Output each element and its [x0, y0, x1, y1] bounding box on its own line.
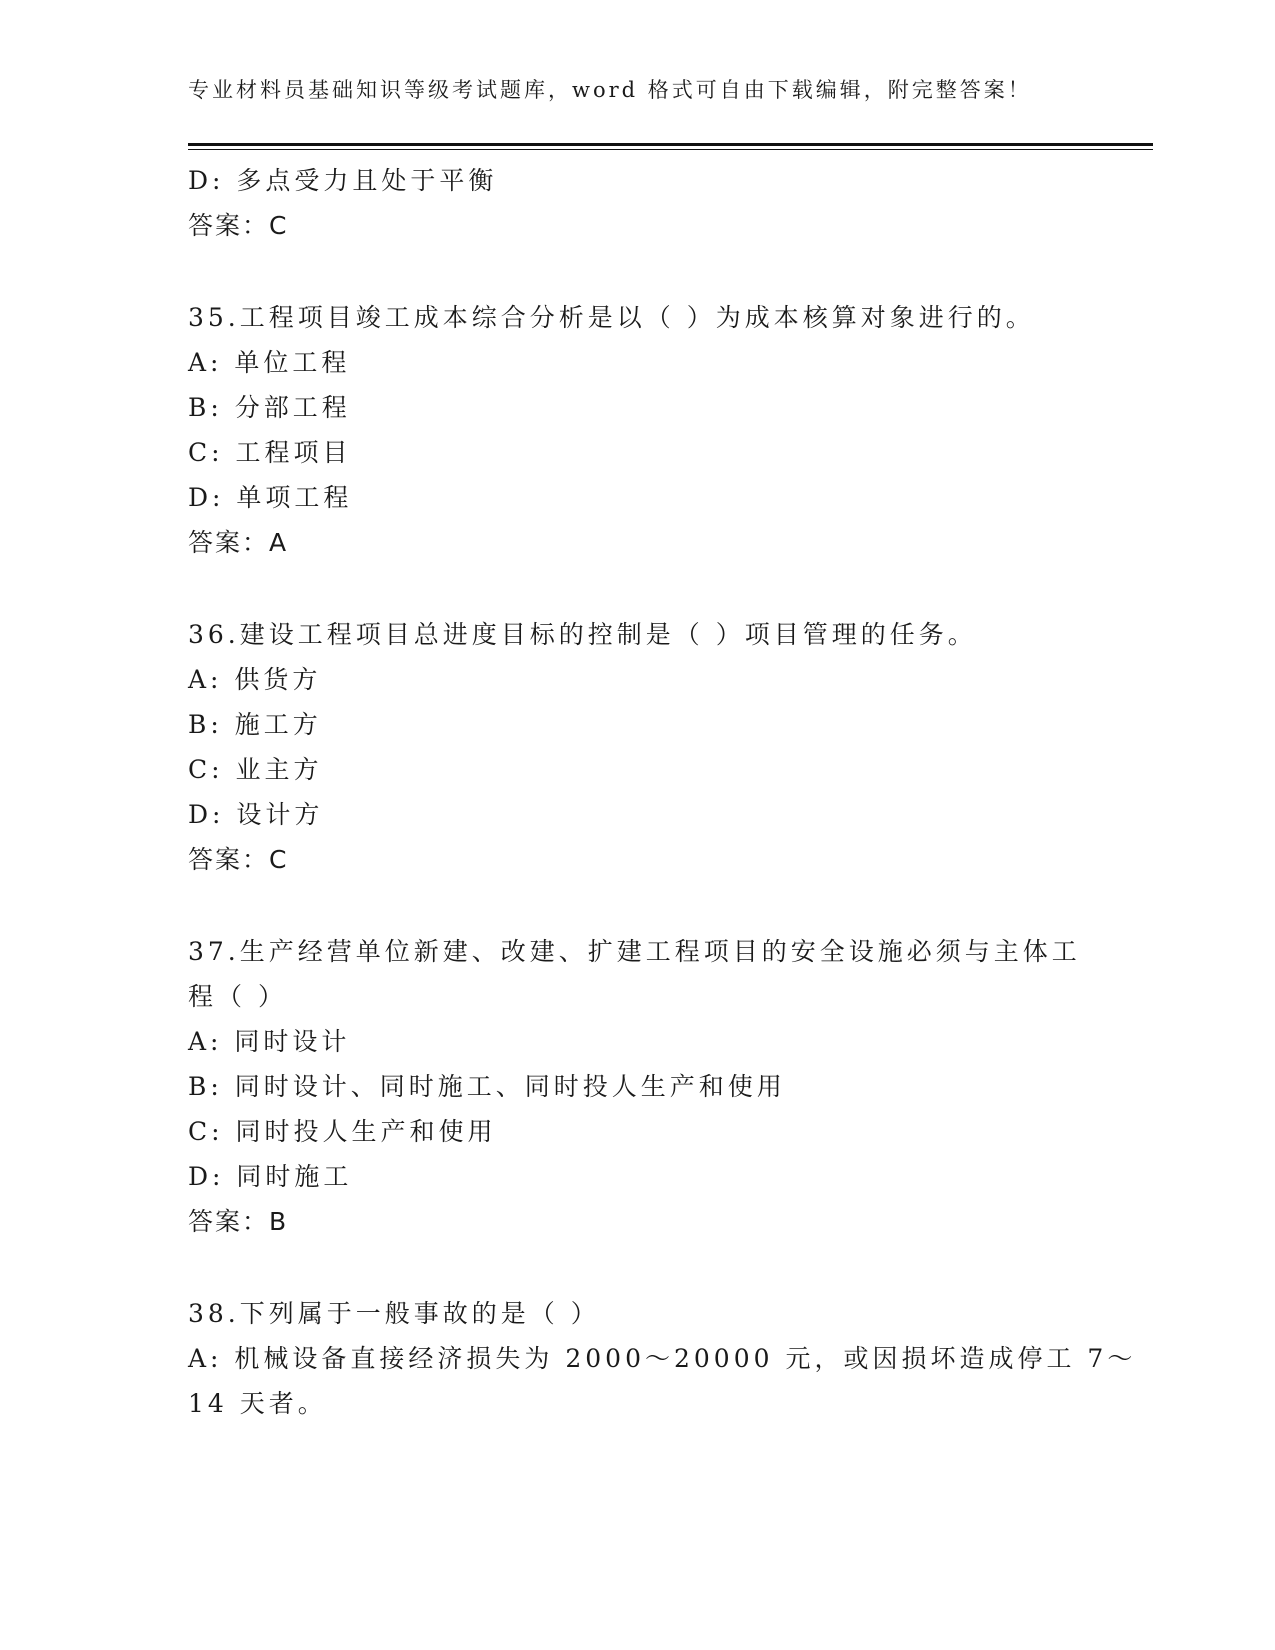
question-stem: 36.建设工程项目总进度目标的控制是（ ）项目管理的任务。 — [188, 620, 977, 649]
option-a: A: 供货方 — [188, 665, 322, 694]
spacer — [188, 1244, 1088, 1291]
option-a: A: 机械设备直接经济损失为 2000～20000 元，或因损坏造成停工 7～ — [188, 1344, 1137, 1373]
question-block-37 — [188, 929, 1088, 1244]
option-line: D: 多点受力且处于平衡 — [188, 166, 498, 195]
option-d: D: 设计方 — [188, 800, 324, 829]
option-c: C: 同时投人生产和使用 — [188, 1117, 497, 1146]
option-a-continued: 14 天者。 — [188, 1389, 327, 1418]
question-block-36 — [188, 612, 1088, 882]
question-stem: 35.工程项目竣工成本综合分析是以（ ）为成本核算对象进行的。 — [188, 303, 1035, 332]
option-a: A: 单位工程 — [188, 348, 351, 377]
answer-line: 答案：A — [188, 528, 289, 557]
option-b: B: 施工方 — [188, 710, 322, 739]
answer-line: 答案：B — [188, 1207, 289, 1236]
option-c: C: 工程项目 — [188, 438, 352, 467]
question-block-34 — [188, 158, 1088, 248]
option-a: A: 同时设计 — [188, 1027, 351, 1056]
question-list — [188, 158, 1137, 1426]
spacer — [188, 882, 1088, 929]
spacer — [188, 565, 1088, 612]
page-header: 专业材料员基础知识等级考试题库，word 格式可自由下载编辑，附完整答案！ — [188, 78, 1032, 102]
option-b: B: 分部工程 — [188, 393, 351, 422]
option-d: D: 单项工程 — [188, 483, 353, 512]
question-stem-continued: 程（ ） — [188, 982, 287, 1011]
spacer — [188, 248, 1088, 295]
question-block-38 — [188, 1291, 1137, 1426]
header-rule-thick — [188, 143, 1153, 146]
question-stem: 38.下列属于一般事故的是（ ） — [188, 1299, 600, 1328]
header-rule-thin — [188, 149, 1153, 150]
option-d: D: 同时施工 — [188, 1162, 353, 1191]
question-stem: 37.生产经营单位新建、改建、扩建工程项目的安全设施必须与主体工 — [188, 937, 1081, 966]
answer-line: 答案：C — [188, 211, 289, 240]
option-b: B: 同时设计、同时施工、同时投人生产和使用 — [188, 1072, 786, 1101]
question-block-35 — [188, 295, 1088, 565]
option-c: C: 业主方 — [188, 755, 323, 784]
answer-line: 答案：C — [188, 845, 289, 874]
